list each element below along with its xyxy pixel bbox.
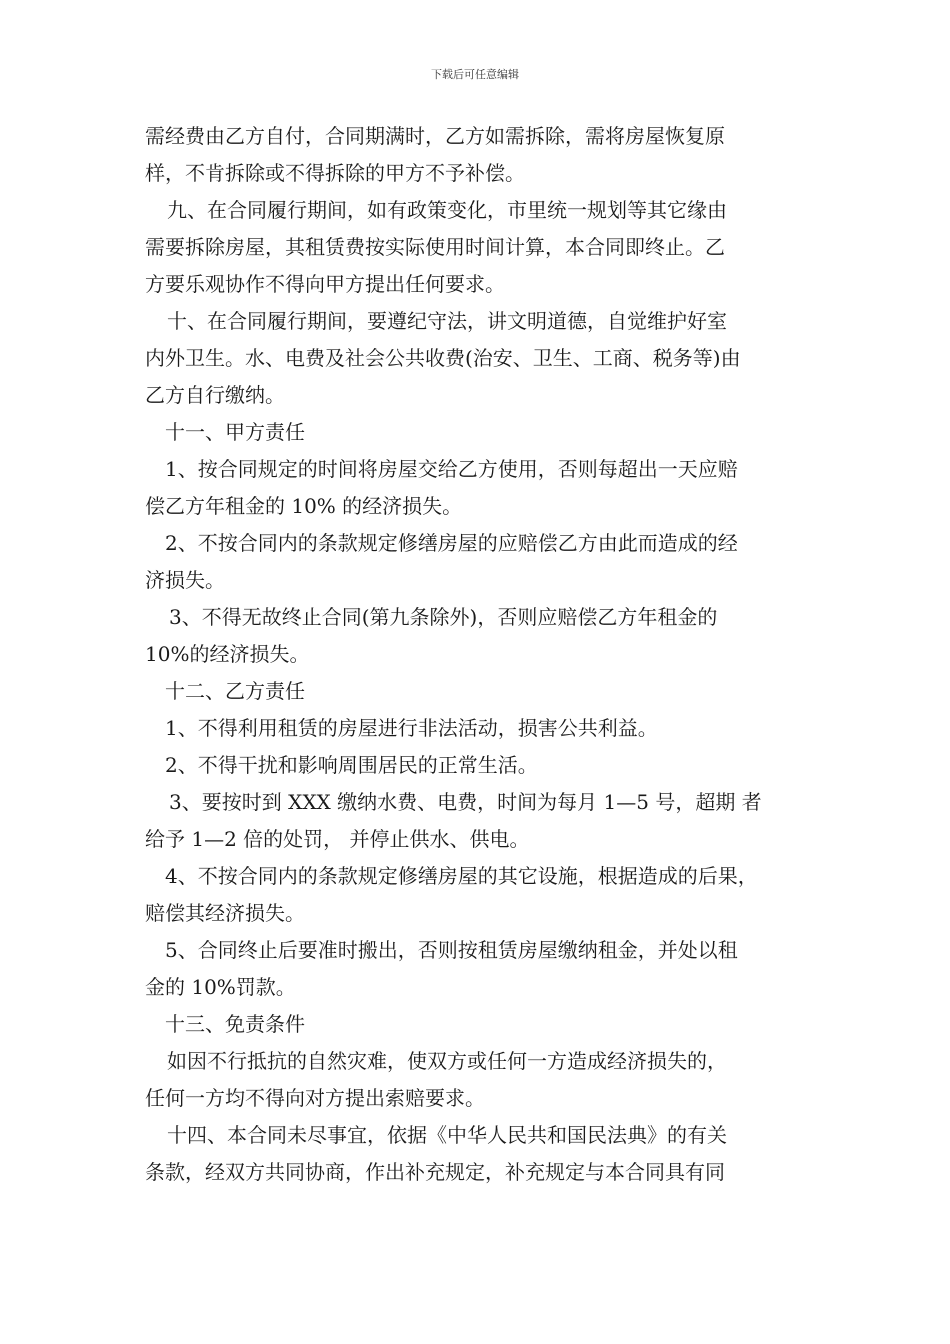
- text-line: 乙方自行缴纳。: [145, 383, 285, 407]
- text-line: 10%的经济损失。: [145, 642, 310, 666]
- text-line: 5、合同终止后要准时搬出，否则按租赁房屋缴纳租金，并处以租: [165, 938, 738, 962]
- section-heading: 十二、乙方责任: [165, 679, 305, 703]
- text-line: 十、在合同履行期间，要遵纪守法，讲文明道德，自觉维护好室: [167, 309, 727, 333]
- text-line: 如因不行抵抗的自然灾难，使双方或任何一方造成经济损失的，: [167, 1049, 727, 1073]
- text-line: 需要拆除房屋，其租赁费按实际使用时间计算，本合同即终止。乙: [145, 235, 725, 259]
- text-line: 十四、本合同未尽事宜，依据《中华人民共和国民法典》的有关: [167, 1123, 727, 1147]
- text-line: 任何一方均不得向对方提出索赔要求。: [145, 1086, 485, 1110]
- text-line: 金的 10%罚款。: [145, 975, 296, 999]
- text-line: 需经费由乙方自付，合同期满时，乙方如需拆除，需将房屋恢复原: [145, 124, 725, 148]
- text-line: 给予 1—2 倍的处罚， 并停止供水、供电。: [145, 827, 530, 851]
- text-line: 样，不肯拆除或不得拆除的甲方不予补偿。: [145, 161, 525, 185]
- text-line: 2、不得干扰和影响周围居民的正常生活。: [165, 753, 538, 777]
- text-line: 3、要按时到 XXX 缴纳水费、电费，时间为每月 1—5 号，超期 者: [169, 790, 762, 814]
- text-line: 3、不得无故终止合同(第九条除外)，否则应赔偿乙方年租金的: [169, 605, 718, 629]
- text-line: 条款，经双方共同协商，作出补充规定，补充规定与本合同具有同: [145, 1160, 725, 1184]
- text-line: 方要乐观协作不得向甲方提出任何要求。: [145, 272, 505, 296]
- text-line: 4、不按合同内的条款规定修缮房屋的其它设施，根据造成的后果，: [165, 864, 758, 888]
- text-line: 赔偿其经济损失。: [145, 901, 305, 925]
- text-line: 九、在合同履行期间，如有政策变化，市里统一规划等其它缘由: [167, 198, 727, 222]
- text-line: 偿乙方年租金的 10% 的经济损失。: [145, 494, 463, 518]
- text-line: 2、不按合同内的条款规定修缮房屋的应赔偿乙方由此而造成的经: [165, 531, 738, 555]
- document-body: [145, 118, 825, 1191]
- text-line: 济损失。: [145, 568, 225, 592]
- text-line: 1、按合同规定的时间将房屋交给乙方使用，否则每超出一天应赔: [165, 457, 738, 481]
- text-line: 1、不得利用租赁的房屋进行非法活动，损害公共利益。: [165, 716, 658, 740]
- section-heading: 十一、甲方责任: [165, 420, 305, 444]
- text-line: 内外卫生。水、电费及社会公共收费(治安、卫生、工商、税务等)由: [145, 346, 741, 370]
- section-heading: 十三、免责条件: [165, 1012, 305, 1036]
- page-header: 下载后可任意编辑: [431, 68, 519, 81]
